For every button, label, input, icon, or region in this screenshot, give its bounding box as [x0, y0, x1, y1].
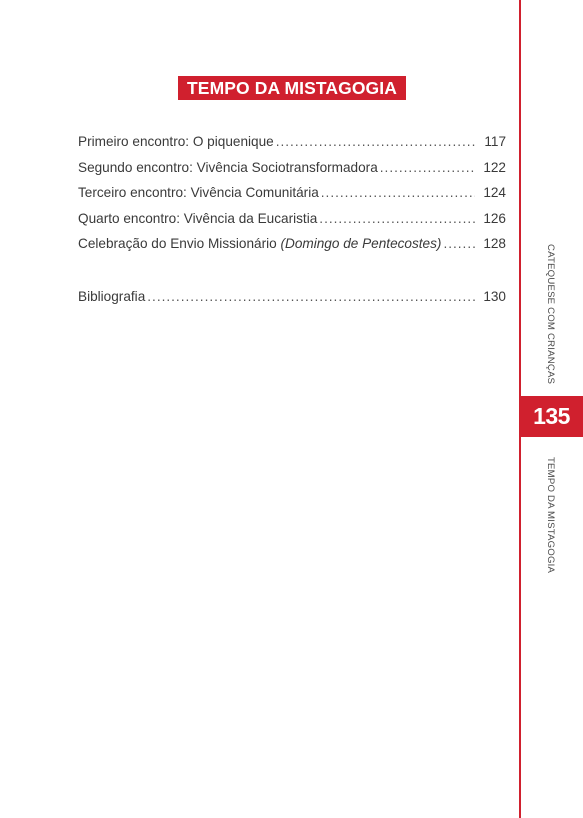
toc-leader-dots — [147, 284, 475, 310]
table-of-contents — [78, 129, 506, 309]
toc-leader-dots — [443, 231, 475, 257]
toc-leader-dots — [319, 206, 475, 232]
toc-entry — [78, 180, 506, 206]
section-heading: TEMPO DA MISTAGOGIA — [178, 76, 406, 100]
toc-entry-bibliography — [78, 284, 506, 310]
toc-leader-dots — [380, 155, 475, 181]
toc-entry-title-italic: (Domingo de Pentecostes) — [280, 236, 442, 251]
toc-entry-page: 122 — [483, 159, 506, 175]
toc-entry-title: Primeiro encontro: O piquenique — [78, 134, 274, 149]
toc-entry-page: 130 — [483, 288, 506, 304]
toc-leader-dots — [276, 129, 475, 155]
running-header-section-title: TEMPO DA MISTAGOGIA — [545, 457, 556, 574]
toc-entry-title: Celebração do Envio Missionário (Domingo de Pentecostes) — [78, 236, 442, 251]
toc-entry — [78, 231, 506, 257]
toc-entry-title: Segundo encontro: Vivência Sociotransformadora — [78, 159, 378, 175]
toc-entry-page: 117 — [484, 134, 506, 149]
toc-entry — [78, 206, 506, 232]
toc-entry-title: Quarto encontro: Vivência da Eucaristia — [78, 210, 318, 226]
toc-entry-page: 124 — [483, 185, 506, 200]
toc-entry-title: Terceiro encontro: Vivência Comunitária — [78, 185, 319, 200]
toc-leader-dots — [321, 180, 475, 206]
toc-entry — [78, 129, 506, 155]
toc-entry-page: 128 — [483, 236, 506, 251]
toc-entry-title: Bibliografia — [78, 288, 146, 304]
toc-entry — [78, 155, 506, 181]
running-header-book-title: CATEQUESE COM CRIANÇAS — [545, 244, 556, 385]
page-number-tab: 135 — [520, 396, 583, 437]
toc-entry-page: 126 — [483, 210, 506, 226]
toc-spacer — [78, 257, 506, 284]
